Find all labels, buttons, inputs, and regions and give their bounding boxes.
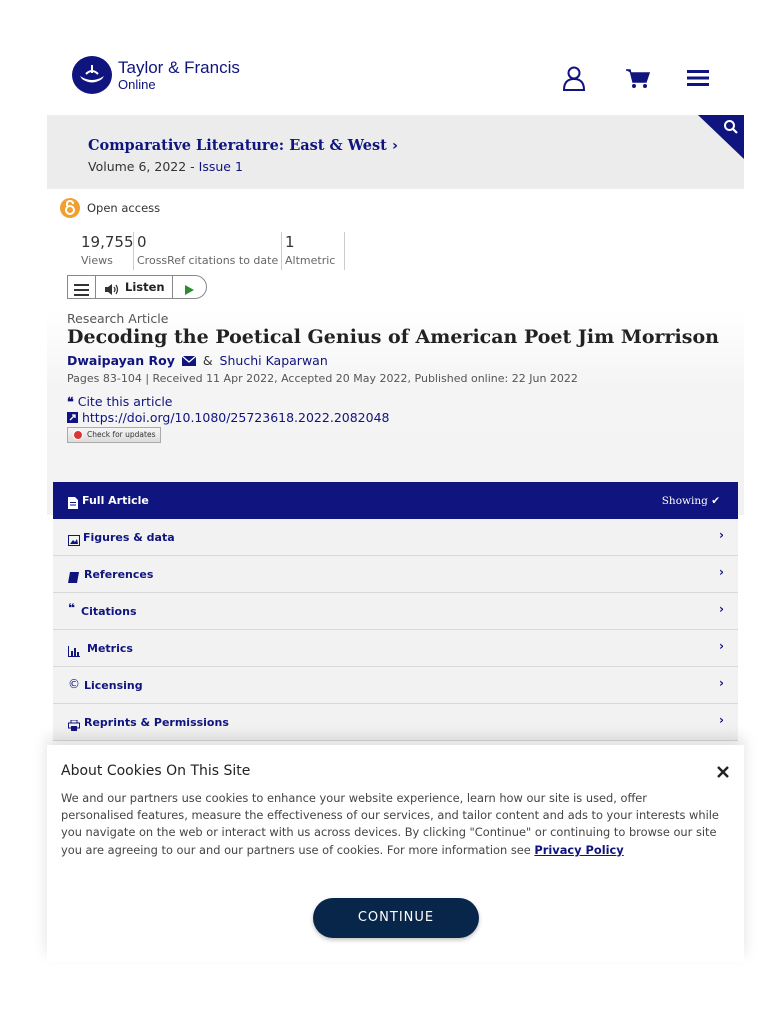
journal-volume xyxy=(88,159,243,174)
tab-full-article[interactable] xyxy=(53,482,738,519)
altmetric-label: Altmetric xyxy=(285,254,336,267)
doi-text: https://doi.org/10.1080/25723618.2022.2082048 xyxy=(81,410,390,425)
chevron-right-icon: › xyxy=(391,138,398,154)
article-title: Decoding the Poetical Genius of American Poet Jim Morrison xyxy=(67,326,719,348)
play-icon[interactable] xyxy=(183,281,195,300)
external-link-icon xyxy=(67,411,78,426)
cart-icon[interactable] xyxy=(624,64,652,92)
cookie-body: We and our partners use cookies to enhance your website experience, learn how our site is used, offer personalised features, measure the effectiveness of our services, and tailor content and ads to your interests while you navigate on the web or interact with us across devices. By clicking "Continue" or continuing to browse our site you are agreeing to our and our partners use of cookies. For more information see xyxy=(61,791,719,857)
tab-label: Citations xyxy=(81,605,137,618)
metric-divider xyxy=(344,232,345,270)
image-icon xyxy=(68,531,80,543)
views-count: 19,755 xyxy=(81,233,134,251)
cookie-description xyxy=(61,790,721,859)
listen-button[interactable]: Listen xyxy=(125,280,165,294)
search-icon[interactable] xyxy=(723,119,739,135)
volume-text: Volume 6, 2022 - xyxy=(88,159,199,174)
journal-title-text: Comparative Literature: East & West xyxy=(88,137,387,154)
issue-link[interactable]: Issue 1 xyxy=(198,159,243,174)
chevron-right-icon: › xyxy=(719,528,724,542)
chevron-right-icon: › xyxy=(719,565,724,579)
menu-icon[interactable] xyxy=(684,64,712,92)
check-for-updates-button[interactable] xyxy=(67,427,161,443)
open-access-icon xyxy=(60,198,80,218)
email-icon[interactable] xyxy=(182,354,196,369)
tab-citations[interactable] xyxy=(53,593,738,630)
quote-icon: ❝ xyxy=(68,601,76,615)
tab-label: Licensing xyxy=(84,679,143,692)
tab-metrics[interactable] xyxy=(53,630,738,667)
metric-crossref xyxy=(137,232,278,270)
tab-status xyxy=(662,495,720,507)
chevron-right-icon: › xyxy=(719,639,724,653)
tab-figures-data[interactable] xyxy=(53,519,738,556)
listen-player xyxy=(67,275,207,299)
quote-icon: ❝ xyxy=(67,394,74,409)
author-link[interactable]: Shuchi Kaparwan xyxy=(219,353,328,368)
cite-label: Cite this article xyxy=(77,394,173,409)
bar-chart-icon xyxy=(68,642,80,654)
metric-views xyxy=(81,232,134,270)
site-header xyxy=(0,0,768,115)
open-access-label: Open access xyxy=(87,201,161,215)
print-icon xyxy=(68,716,80,728)
cite-article-link[interactable] xyxy=(67,394,172,409)
article-type: Research Article xyxy=(67,311,169,326)
taylor-francis-logo[interactable] xyxy=(72,56,240,94)
check-updates-label: Check for updates xyxy=(87,430,156,439)
tab-label: Metrics xyxy=(87,642,133,655)
divider xyxy=(95,276,96,298)
document-icon xyxy=(68,494,79,506)
views-label: Views xyxy=(81,254,113,267)
tab-references[interactable] xyxy=(53,556,738,593)
author-link[interactable]: Dwaipayan Roy xyxy=(67,353,175,368)
check-icon: ✔ xyxy=(711,495,720,507)
user-icon[interactable] xyxy=(560,64,588,92)
metric-divider xyxy=(281,232,282,270)
journal-banner xyxy=(47,115,744,189)
logo-emblem-icon xyxy=(72,56,112,94)
tab-label: References xyxy=(84,568,154,581)
tab-label: Figures & data xyxy=(83,531,175,544)
crossmark-icon xyxy=(73,430,83,440)
chevron-right-icon: › xyxy=(719,676,724,690)
altmetric-count: 1 xyxy=(285,233,295,251)
cookie-title: About Cookies On This Site xyxy=(61,763,251,779)
listen-menu-icon[interactable] xyxy=(74,281,89,300)
tab-label: Full Article xyxy=(82,494,149,507)
chevron-right-icon: › xyxy=(719,602,724,616)
tab-licensing[interactable] xyxy=(53,667,738,704)
tab-reprints-permissions[interactable] xyxy=(53,704,738,741)
logo-subtitle: Online xyxy=(118,77,156,92)
continue-button[interactable]: CONTINUE xyxy=(313,898,479,938)
status-text: Showing xyxy=(661,495,708,507)
journal-title-link[interactable] xyxy=(88,137,398,154)
copyright-icon: © xyxy=(68,677,80,691)
crossref-count: 0 xyxy=(137,233,147,251)
doi-link[interactable] xyxy=(67,410,390,426)
tab-label: Reprints & Permissions xyxy=(84,716,229,729)
speaker-icon xyxy=(104,281,120,300)
divider xyxy=(172,276,173,298)
metric-divider xyxy=(133,232,134,270)
chevron-right-icon: › xyxy=(719,713,724,727)
crossref-label: CrossRef citations to date xyxy=(137,254,279,267)
close-icon[interactable] xyxy=(716,764,730,778)
metric-altmetric[interactable] xyxy=(285,232,335,270)
logo-title: Taylor & Francis xyxy=(118,58,240,77)
publication-info: Pages 83-104 | Received 11 Apr 2022, Accepted 20 May 2022, Published online: 22 Jun 2022 xyxy=(67,372,578,385)
privacy-policy-link[interactable]: Privacy Policy xyxy=(534,842,624,857)
author-list xyxy=(67,353,328,369)
cookie-banner xyxy=(47,745,744,962)
author-separator: & xyxy=(202,353,213,368)
book-icon xyxy=(68,568,80,580)
